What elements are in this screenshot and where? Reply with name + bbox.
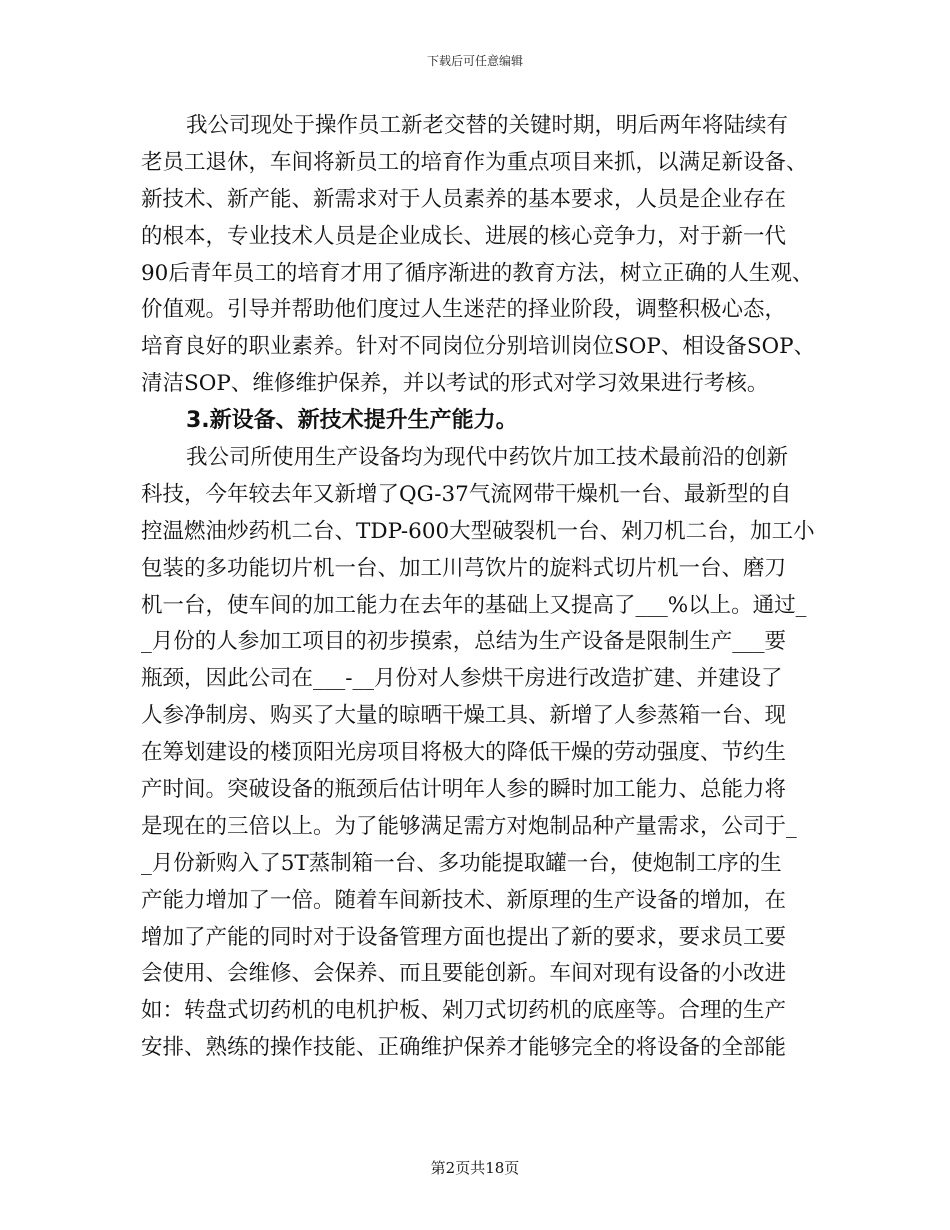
text-line: 包装的多功能切片机一台、加工川芎饮片的旋料式切片机一台、磨刀	[141, 555, 787, 581]
text-line: 价值观。引导并帮助他们度过人生迷茫的择业阶段，调整积极心态，	[141, 297, 787, 323]
text-line: 控温燃油炒药机二台、TDP-600大型破裂机一台、剁刀机二台，加工小	[141, 518, 815, 544]
text-line: 清洁SOP、维修维护保养，并以考试的形式对学习效果进行考核。	[141, 371, 769, 397]
document-body	[141, 108, 821, 1067]
text-line: 产时间。突破设备的瓶颈后估计明年人参的瞬时加工能力、总能力将	[141, 777, 787, 803]
text-line: 机一台，使车间的加工能力在去年的基础上又提高了___%以上。通过_	[141, 592, 807, 618]
text-line: 老员工退休，车间将新员工的培育作为重点项目来抓，以满足新设备、	[141, 149, 808, 175]
text-line: _月份的人参加工项目的初步摸索，总结为生产设备是限制生产___要	[141, 629, 787, 655]
text-line: 90后青年员工的培育才用了循序渐进的教育方法，树立正确的人生观、	[141, 260, 814, 286]
text-line: 如：转盘式切药机的电机护板、剁刀式切药机的底座等。合理的生产	[141, 998, 787, 1024]
paragraph-equipment	[141, 440, 821, 1067]
text-line: 人参净制房、购买了大量的晾晒干燥工具、新增了人参蒸箱一台、现	[141, 703, 787, 729]
text-line: 增加了产能的同时对于设备管理方面也提出了新的要求，要求员工要	[141, 924, 787, 950]
text-line: 培育良好的职业素养。针对不同岗位分别培训岗位SOP、相设备SOP、	[141, 334, 816, 360]
page-footer: 第2页共18页	[430, 1159, 520, 1177]
text-line: 科技，今年较去年又新增了QG-37气流网带干燥机一台、最新型的自	[141, 481, 792, 507]
text-line: 新技术、新产能、新需求对于人员素养的基本要求，人员是企业存在	[141, 186, 787, 212]
text-line: 瓶颈，因此公司在___-__月份对人参烘干房进行改造扩建、并建设了	[141, 666, 783, 692]
section-heading: 3.新设备、新技术提升生产能力。	[186, 408, 518, 434]
text-line: 在筹划建设的楼顶阳光房项目将极大的降低干燥的劳动强度、节约生	[141, 740, 787, 766]
text-line: 我公司所使用生产设备均为现代中药饮片加工技术最前沿的创新	[186, 445, 789, 471]
paragraph-staff-training	[141, 108, 821, 403]
text-line: 的根本，专业技术人员是企业成长、进展的核心竞争力，对于新一代	[141, 223, 787, 249]
page-header: 下载后可任意编辑	[426, 54, 523, 68]
text-line: 安排、熟练的操作技能、正确维护保养才能够完全的将设备的全部能	[141, 1035, 787, 1061]
text-line: 产能力增加了一倍。随着车间新技术、新原理的生产设备的增加，在	[141, 887, 787, 913]
text-line: 我公司现处于操作员工新老交替的关键时期，明后两年将陆续有	[186, 113, 789, 138]
text-line: 是现在的三倍以上。为了能够满足需方对炮制品种产量需求，公司于_	[141, 813, 797, 839]
text-line: 会使用、会维修、会保养、而且要能创新。车间对现有设备的小改进	[141, 961, 787, 987]
text-line: _月份新购入了5T蒸制箱一台、多功能提取罐一台，使炮制工序的生	[141, 850, 782, 876]
